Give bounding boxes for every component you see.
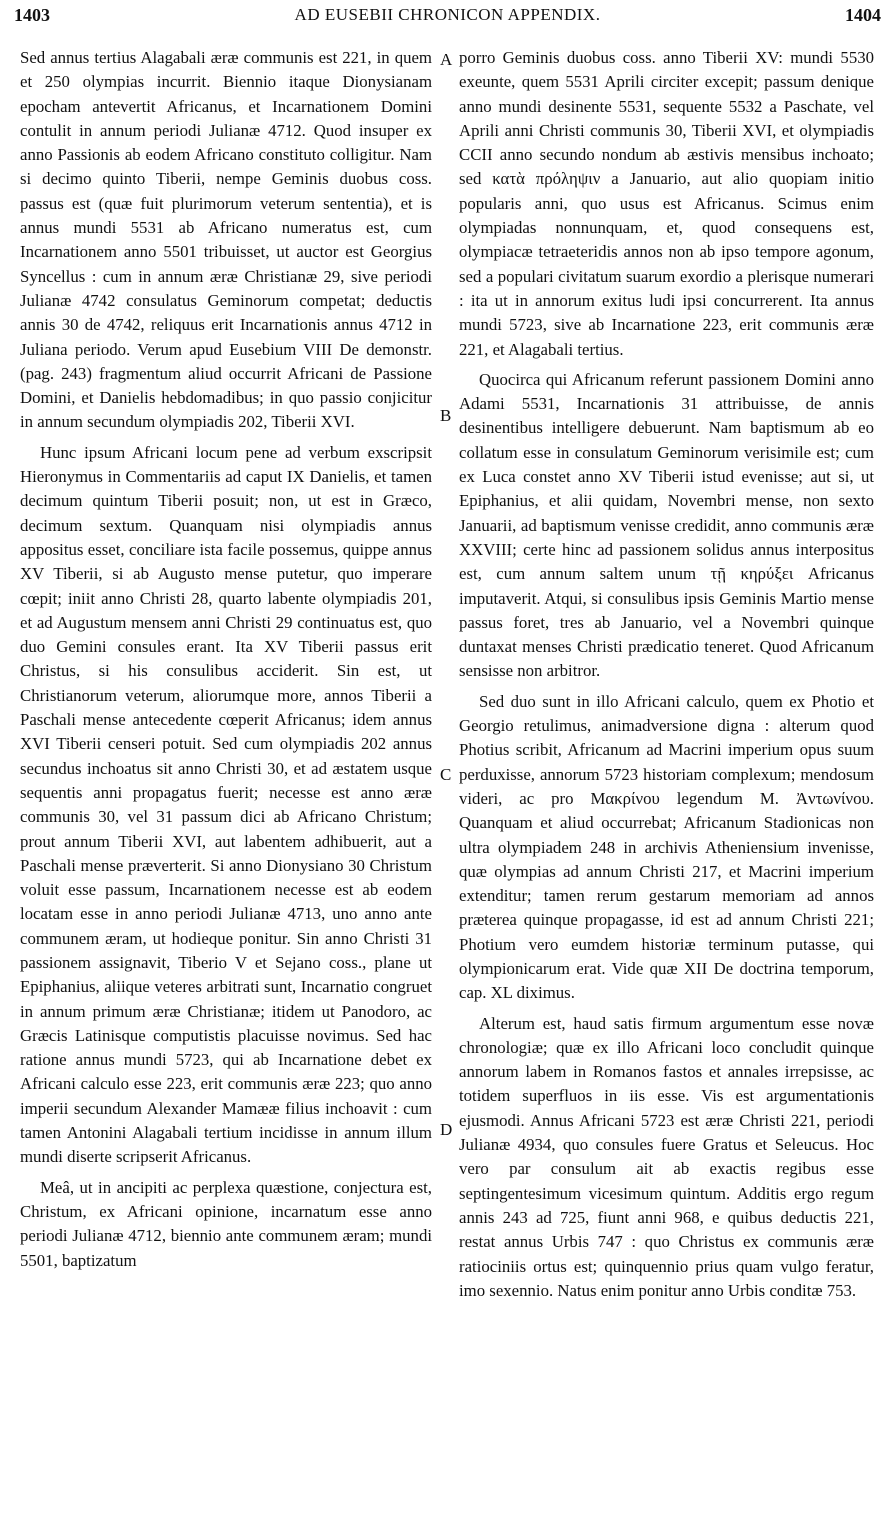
margin-marker-c: C xyxy=(440,765,452,784)
paragraph: Hunc ipsum Africani locum pene ad verbum exscripsit Hieronymus in Commentariis ad caput IX Danielis, et tamen decimum quintum Tiberii posuit; non, ut est in Græco, decimum sextum. Quanquam nisi olympiadis annus appositus esset, conciliare ista facile possemus, quippe annus XV Tiberii, si ab Augusto mense putetur, quo imperare cœpit; iniit anno Christi 28, quarto labente olympiadis 201, et ad Augustum mensem anni Christi 29 continuatus est, quo duo Gemini consules erant. Ita XV Tiberii passus erit Christus, si his consulibus acciderit. Sin est, ut Christianorum veterum, aliorumque more, annos Tiberii a Paschali mense antecedente cœperit Africanus; idem annus XVI Tiberii censeri potuit. Sed cum olympiadis 202 annus secundus inchoatus sit anno Christi 30, et ad æstatem usque sequentis anni propagatus fuerit; necesse est anno æræ communis 30, vel 31 passum dici ab Africano Christum; prout annum Tiberii XVI, aut labentem adhibuerit, aut a Paschali mense præverterit. Si anno Dionysiano 30 Christum voluit esse passum, Incarnationem necesse est ab eodem locatam esse in anno periodi Julianæ 4713, uno anno ante communem æram, ut hodieque ponitur. Sin anno Christi 31 passionem assignavit, Tiberio V et Sejano coss., plane ut Epiphanius, aliique veteres arbitrati sunt, Incarnatio congruet in annum primum æræ Christianæ; itidem ut Panodoro, ac Græcis Latinisque computistis placuisse novimus. Sed hac ratione annus mundi 5723, qui ab Incarnatione debet ex Africani calculo esse 223, erit communis æræ 223; quo anno imperii secundum Alexander Mamææ filius inchoavit : cum tamen Antonini Alagabali tertium incidisse in annum illum mundi diserte scripserit Africanus. xyxy=(20,442,432,1167)
paragraph: porro Geminis duobus coss. anno Tiberii XV: mundi 5530 exeunte, quem 5531 Aprili circiter excepit; passum denique anno mundi desinente 5531, sequente 5532 a Paschate, vel Aprili anni Christi communis 30, Tiberii XVI, et olympiadis CCII anno secundo nondum ab æstivis mensibus inchoato; sed κατὰ πρόληψιν a Januario, aut alio quopiam initio popularis anni, quo usus est Africanus. Scimus enim olympiadas nonnunquam, et, quod consequens est, olympiacæ tetraeteridis annos non ab ipso tempore agonum, sed a populari civitatum suarum exordio a plerisque numerari : ita ut in annorum exitus ludi ipsi concurrerent. Ita annus mundi 5723, sive ab Incarnatione 223, erit communis æræ 221, et Alagabali tertius. xyxy=(459,48,874,359)
margin-marker-d: D xyxy=(440,1120,453,1139)
paragraph: Sed duo sunt in illo Africani calculo, quem ex Photio et Georgio retulimus, animadversione digna : alterum quod Photius scribit, Africanum ad Macrini imperium opus suum perduxisse, annorum 5723 historiam complexum; mendosum videri, ac pro Μακρίνου legendum M. Ἀντωνίνου. Quanquam et aliud occurrebat; Africanum Stadionicas non ultra olympiadem 248 in archivis Atheniensium invenisse, quæ olympias ad annum Christi 217, et Macrini imperium extenditur; tamen rerum gestarum memoriam ad annos præterea quinque propagasse, id est ad annum Christi 221; Photium vero eumdem historiæ terminum putasse, qui olympionicarum erat. Vide quæ XII De doctrina temporum, cap. XL diximus. xyxy=(459,691,874,1003)
margin-marker-a: A xyxy=(440,50,453,69)
page-number-left: 1403 xyxy=(14,5,50,25)
right-column xyxy=(459,46,874,1486)
paragraph: Sed annus tertius Alagabali æræ communis est 221, in quem et 250 olympias incurrit. Biennio itaque Dionysianam epocham antevertit Africanus, et Incarnationem Domini contulit in annum periodi Julianæ 4712. Quod insuper ex anno Passionis ab eodem Africano constituto colligitur. Nam si decimo quinto Tiberii, nempe Geminis duobus coss. passus est (quæ fuit plurimorum veterum sententia), et is annus mundi 5531 ab Africano numeratus est, cum Incarnationem anno 5501 tribuisset, ut auctor est Georgius Syncellus : cum in annum æræ Christianæ 29, sive periodi Julianæ 4742 consulatus Geminorum competat; deductis annis 30 de 4742, reliquus erit Incarnationis annus 4712 in Juliana periodo. Verum apud Eusebium VIII De demonstr. (pag. 243) fragmentum aliud occurrit Africani de Passione Domini, et Danielis hebdomadibus; in quo passio conjicitur in annum secundum olympiadis 202, Tiberii XVI. xyxy=(20,48,432,432)
paragraph: Quocirca qui Africanum referunt passionem Domini anno Adami 5531, Incarnationis 31 attribuisse, de annis desinentibus intelligere debuerunt. Nam baptismum ab eo collatum esse in consulatum Geminorum verisimile est; cum ex Luca constet anno XV Tiberii istud evenisse; aut si, ut Epiphanius, et alii quidam, Novembri mense, non sexto Januarii, ad baptismum venisse credidit, anno communis æræ XXVIII; certe hinc ad passionem solidus annus interpositus est, cum annum saltem unum τῇ κηρύξει Africanus imputaverit. Atqui, si consulibus ipsis Geminis Martio mense passus foret, tres ab Januario, vel a Novembri quinque duntaxat menses Christi prædicatio teneret. Quod Africanum sensisse non arbitror. xyxy=(459,369,874,681)
running-title: AD EUSEBII CHRONICON APPENDIX. xyxy=(294,5,601,24)
page-number-right: 1404 xyxy=(845,5,881,25)
paragraph: Alterum est, haud satis firmum argumentum esse novæ chronologiæ; quæ ex illo Africani loco concludit quinque annorum labem in Romanos fastos et annales irrepsisse, ac totidem superfluos in iis esse. Vis est argumentationis ejusmodi. Annus Africani 5723 est æræ Christi 221, periodi Julianæ 4934, quo consules fuere Gratus et Seleucus. Hoc vero par consulum ait ab exactis regibus esse septingentesimum vicesimum quintum. Additis ergo regum annis 243 ad 725, fiunt anni 968, e quibus deductis 221, restat annus Urbis 747 : quo Christus ex communis æræ ratiociniis ortus est; quinquennio prius quam vulgo feratur, imo sexennio. Natus enim ponitur anno Urbis conditæ 753. xyxy=(459,1013,874,1300)
margin-marker-b: B xyxy=(440,406,452,425)
paragraph: Meâ, ut in ancipiti ac perplexa quæstione, conjectura est, Christum, ex Africani opinione, incarnatum esse anno periodi Julianæ 4712, biennio ante communem æram; mundi 5501, baptizatum xyxy=(20,1177,432,1270)
left-column xyxy=(20,46,432,1486)
